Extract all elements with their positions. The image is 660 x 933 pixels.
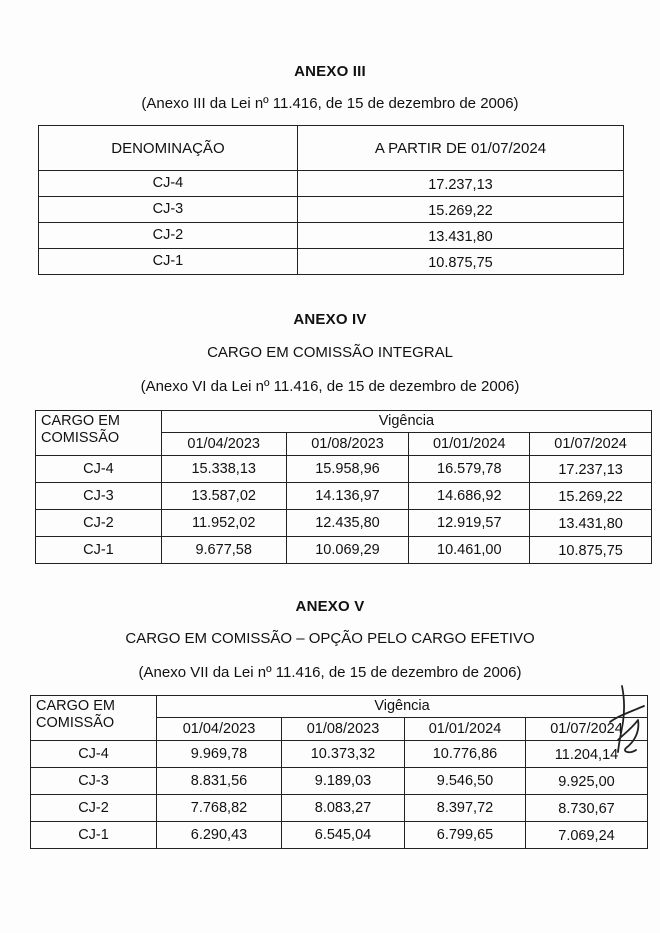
table-header-row xyxy=(39,126,624,171)
table-row xyxy=(31,795,648,822)
cell-value: 11.204,14 xyxy=(526,741,648,768)
cell-value: 10.875,75 xyxy=(297,249,623,275)
table-header-row xyxy=(31,696,648,718)
header-date: 01/07/2024 xyxy=(526,718,648,741)
header-date: 01/07/2024 xyxy=(530,433,652,456)
cell-value: 8.083,27 xyxy=(282,795,405,822)
cell-value: 6.290,43 xyxy=(157,822,282,849)
cell-value: 6.799,65 xyxy=(405,822,526,849)
header-cargo-line2: COMISSÃO xyxy=(41,429,120,446)
annex5-table xyxy=(30,695,648,849)
header-vigencia: Vigência xyxy=(157,696,648,718)
cell-value: 15.958,96 xyxy=(286,456,409,483)
cell-value: 14.686,92 xyxy=(409,483,530,510)
header-cargo-line1: CARGO EM xyxy=(36,698,115,714)
table-row xyxy=(39,171,624,197)
cell-value: 16.579,78 xyxy=(409,456,530,483)
header-date: 01/04/2023 xyxy=(161,433,286,456)
cell-value: 9.677,58 xyxy=(161,537,286,564)
header-a-partir-de: A PARTIR DE 01/07/2024 xyxy=(297,126,623,171)
cell-value: 17.237,13 xyxy=(297,171,623,197)
table-row xyxy=(36,510,652,537)
cell-cargo: CJ-4 xyxy=(36,456,162,483)
annex5-heading: CARGO EM COMISSÃO – OPÇÃO PELO CARGO EFETIVO xyxy=(125,630,535,647)
cell-value: 10.069,29 xyxy=(286,537,409,564)
annex4-title: ANEXO IV xyxy=(293,311,367,328)
annex4-table xyxy=(35,410,652,564)
table-row xyxy=(31,741,648,768)
annex3-subtitle: (Anexo III da Lei nº 11.416, de 15 de dezembro de 2006) xyxy=(141,95,519,112)
cell-cargo: CJ-1 xyxy=(36,537,162,564)
cell-value: 8.831,56 xyxy=(157,768,282,795)
table-row xyxy=(39,223,624,249)
cell-denominacao: CJ-2 xyxy=(39,223,298,249)
table-row xyxy=(31,822,648,849)
annex5-title: ANEXO V xyxy=(295,598,365,615)
header-cargo-line2: COMISSÃO xyxy=(36,714,115,731)
cell-value: 17.237,13 xyxy=(530,456,652,483)
header-cargo-em-comissao xyxy=(36,411,162,456)
cell-cargo: CJ-1 xyxy=(31,822,157,849)
header-date: 01/01/2024 xyxy=(405,718,526,741)
cell-value: 13.431,80 xyxy=(297,223,623,249)
annex3-table xyxy=(38,125,624,275)
table-row xyxy=(36,483,652,510)
cell-value: 14.136,97 xyxy=(286,483,409,510)
cell-denominacao: CJ-4 xyxy=(39,171,298,197)
annex3-title: ANEXO III xyxy=(294,63,366,80)
cell-value: 10.776,86 xyxy=(405,741,526,768)
cell-cargo: CJ-2 xyxy=(31,795,157,822)
header-vigencia: Vigência xyxy=(161,411,651,433)
cell-value: 8.730,67 xyxy=(526,795,648,822)
cell-cargo: CJ-4 xyxy=(31,741,157,768)
cell-value: 7.069,24 xyxy=(526,822,648,849)
cell-cargo: CJ-3 xyxy=(31,768,157,795)
cell-value: 13.431,80 xyxy=(530,510,652,537)
header-date: 01/08/2023 xyxy=(286,433,409,456)
annex4-subtitle: (Anexo VI da Lei nº 11.416, de 15 de dezembro de 2006) xyxy=(140,378,520,395)
cell-value: 13.587,02 xyxy=(161,483,286,510)
header-date: 01/04/2023 xyxy=(157,718,282,741)
cell-value: 9.925,00 xyxy=(526,768,648,795)
cell-value: 9.969,78 xyxy=(157,741,282,768)
cell-value: 12.919,57 xyxy=(409,510,530,537)
cell-value: 15.269,22 xyxy=(530,483,652,510)
header-date: 01/08/2023 xyxy=(282,718,405,741)
cell-value: 11.952,02 xyxy=(161,510,286,537)
table-row xyxy=(31,768,648,795)
cell-value: 15.269,22 xyxy=(297,197,623,223)
header-denominacao: DENOMINAÇÃO xyxy=(39,126,298,171)
header-date: 01/01/2024 xyxy=(409,433,530,456)
cell-value: 10.875,75 xyxy=(530,537,652,564)
cell-value: 9.189,03 xyxy=(282,768,405,795)
header-cargo-em-comissao xyxy=(31,696,157,741)
table-row xyxy=(36,537,652,564)
annex5-subtitle: (Anexo VII da Lei nº 11.416, de 15 de dezembro de 2006) xyxy=(138,664,522,681)
table-row xyxy=(36,456,652,483)
cell-value: 10.373,32 xyxy=(282,741,405,768)
cell-value: 10.461,00 xyxy=(409,537,530,564)
annex4-heading: CARGO EM COMISSÃO INTEGRAL xyxy=(207,344,453,361)
cell-cargo: CJ-3 xyxy=(36,483,162,510)
cell-value: 12.435,80 xyxy=(286,510,409,537)
cell-denominacao: CJ-3 xyxy=(39,197,298,223)
cell-cargo: CJ-2 xyxy=(36,510,162,537)
cell-value: 6.545,04 xyxy=(282,822,405,849)
table-row xyxy=(39,197,624,223)
cell-value: 15.338,13 xyxy=(161,456,286,483)
cell-denominacao: CJ-1 xyxy=(39,249,298,275)
cell-value: 9.546,50 xyxy=(405,768,526,795)
cell-value: 8.397,72 xyxy=(405,795,526,822)
cell-value: 7.768,82 xyxy=(157,795,282,822)
table-header-row xyxy=(36,411,652,433)
table-row xyxy=(39,249,624,275)
header-cargo-line1: CARGO EM xyxy=(41,413,120,429)
